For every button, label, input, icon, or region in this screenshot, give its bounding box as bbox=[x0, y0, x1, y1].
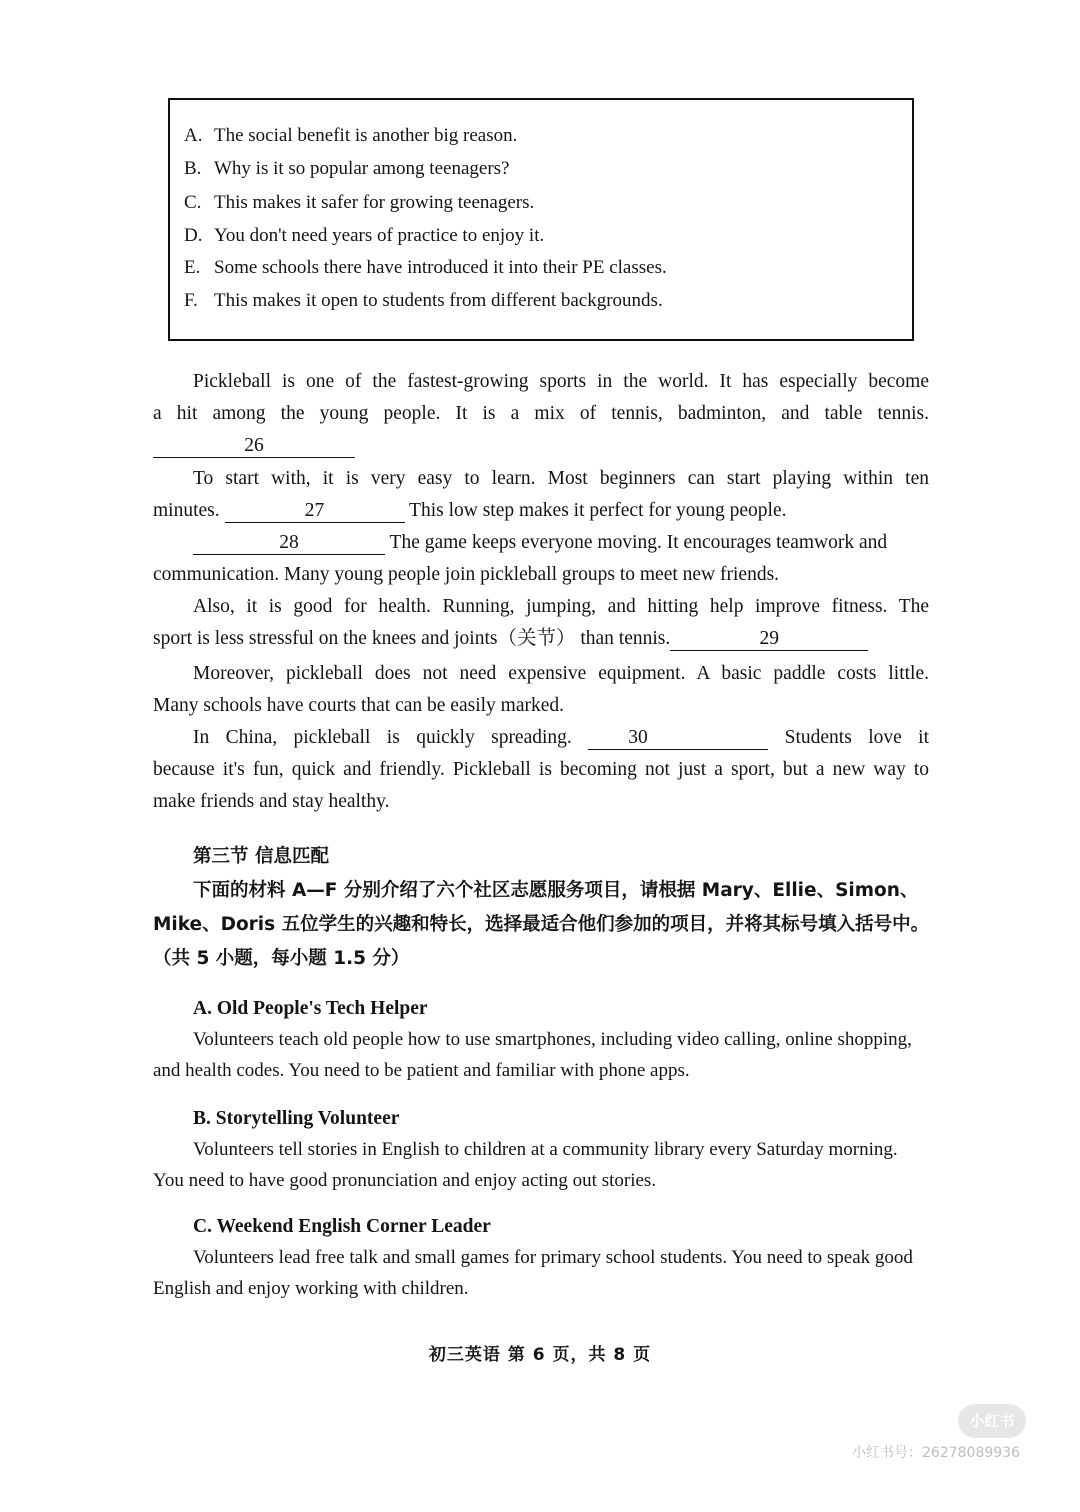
option-text: This makes it open to students from different backgrounds. bbox=[214, 290, 663, 311]
watermark-logo: 小红书 bbox=[958, 1404, 1026, 1438]
passage-text: Students love it bbox=[784, 727, 930, 748]
section-3-instructions bbox=[153, 840, 933, 976]
item-b-title: B. Storytelling Volunteer bbox=[193, 1108, 400, 1129]
option-text: Some schools there have introduced it into their PE classes. bbox=[214, 257, 667, 278]
passage-line: make friends and stay healthy. bbox=[153, 791, 390, 812]
item-line: Volunteers lead free talk and small games for primary school students. You need to speak good bbox=[193, 1247, 913, 1268]
paragraph-6 bbox=[153, 722, 929, 818]
passage-text: In China, pickleball is quickly spreading. bbox=[193, 727, 572, 748]
blank-27[interactable]: 27 bbox=[225, 500, 405, 523]
item-b-body bbox=[153, 1134, 933, 1196]
item-c-body bbox=[153, 1242, 933, 1304]
blank-29[interactable]: 29 bbox=[670, 628, 868, 651]
instruction-line: （共 5 小题，每小题 1.5 分） bbox=[153, 948, 410, 969]
item-c-title: C. Weekend English Corner Leader bbox=[193, 1216, 491, 1237]
passage-line bbox=[153, 527, 929, 559]
option-f bbox=[184, 289, 663, 313]
option-text: This makes it safer for growing teenagers. bbox=[214, 192, 535, 213]
passage-line: Many schools have courts that can be easily marked. bbox=[153, 695, 564, 716]
passage-text: minutes. bbox=[153, 500, 220, 521]
item-line: Volunteers tell stories in English to children at a community library every Saturday morning. bbox=[193, 1139, 898, 1160]
paragraph-1 bbox=[153, 366, 929, 462]
blank-30[interactable]: 30 bbox=[588, 727, 768, 750]
instruction-line: Mike、Doris 五位学生的兴趣和特长，选择最适合他们参加的项目，并将其标号填入括号中。 bbox=[153, 914, 930, 935]
option-b bbox=[184, 157, 509, 181]
option-letter: E. bbox=[184, 257, 201, 278]
item-line: Volunteers teach old people how to use smartphones, including video calling, online shopping, bbox=[193, 1029, 912, 1050]
item-line: You need to have good pronunciation and enjoy acting out stories. bbox=[153, 1170, 657, 1191]
option-letter: B. bbox=[184, 158, 202, 179]
options-box bbox=[168, 98, 914, 341]
blank-28[interactable]: 28 bbox=[193, 532, 385, 555]
passage-line: Pickleball is one of the fastest-growing sports in the world. It has especially become bbox=[193, 371, 929, 392]
option-letter: D. bbox=[184, 225, 203, 246]
option-text: The social benefit is another big reason. bbox=[214, 125, 518, 146]
option-text: You don't need years of practice to enjoy it. bbox=[214, 225, 545, 246]
item-a-title: A. Old People's Tech Helper bbox=[193, 998, 428, 1019]
blank-26[interactable]: 26 bbox=[153, 435, 355, 458]
passage-line bbox=[153, 623, 929, 655]
option-d bbox=[184, 224, 544, 248]
option-c bbox=[184, 191, 534, 215]
option-a bbox=[184, 124, 517, 148]
instruction-line: 下面的材料 A—F 分别介绍了六个社区志愿服务项目，请根据 Mary、Ellie、Simon、 bbox=[193, 880, 919, 901]
passage-line bbox=[153, 495, 929, 527]
passage-line: Also, it is good for health. Running, jumping, and hitting help improve fitness. The bbox=[193, 596, 929, 617]
passage-line bbox=[153, 722, 929, 754]
paragraph-4 bbox=[153, 591, 929, 655]
passage-line: Moreover, pickleball does not need expensive equipment. A basic paddle costs little. bbox=[193, 663, 929, 684]
paragraph-2 bbox=[153, 463, 929, 527]
passage-line: a hit among the young people. It is a mix of tennis, badminton, and table tennis. bbox=[153, 403, 929, 424]
passage-text: sport is less stressful on the knees and joints（关节） than tennis. bbox=[153, 628, 671, 649]
option-e bbox=[184, 256, 667, 280]
option-letter: F. bbox=[184, 290, 198, 311]
page-footer: 初三英语 第 6 页，共 8 页 bbox=[428, 1345, 652, 1365]
passage-text: This low step makes it perfect for young people. bbox=[409, 500, 787, 521]
paragraph-3 bbox=[153, 527, 929, 591]
section-heading: 第三节 信息匹配 bbox=[193, 846, 329, 867]
item-line: and health codes. You need to be patient and familiar with phone apps. bbox=[153, 1060, 690, 1081]
item-a-body bbox=[153, 1024, 933, 1086]
watermark-id: 小红书号：26278089936 bbox=[852, 1445, 1020, 1461]
option-letter: A. bbox=[184, 125, 203, 146]
option-letter: C. bbox=[184, 192, 202, 213]
passage-line bbox=[153, 430, 929, 462]
paragraph-5 bbox=[153, 658, 929, 722]
option-text: Why is it so popular among teenagers? bbox=[214, 158, 510, 179]
passage-line: communication. Many young people join pickleball groups to meet new friends. bbox=[153, 564, 780, 585]
passage-line: because it's fun, quick and friendly. Pickleball is becoming not just a sport, but a new way to bbox=[153, 759, 929, 780]
passage-line: To start with, it is very easy to learn. Most beginners can start playing within ten bbox=[193, 468, 929, 489]
passage-text: The game keeps everyone moving. It encourages teamwork and bbox=[389, 532, 888, 553]
item-line: English and enjoy working with children. bbox=[153, 1278, 469, 1299]
